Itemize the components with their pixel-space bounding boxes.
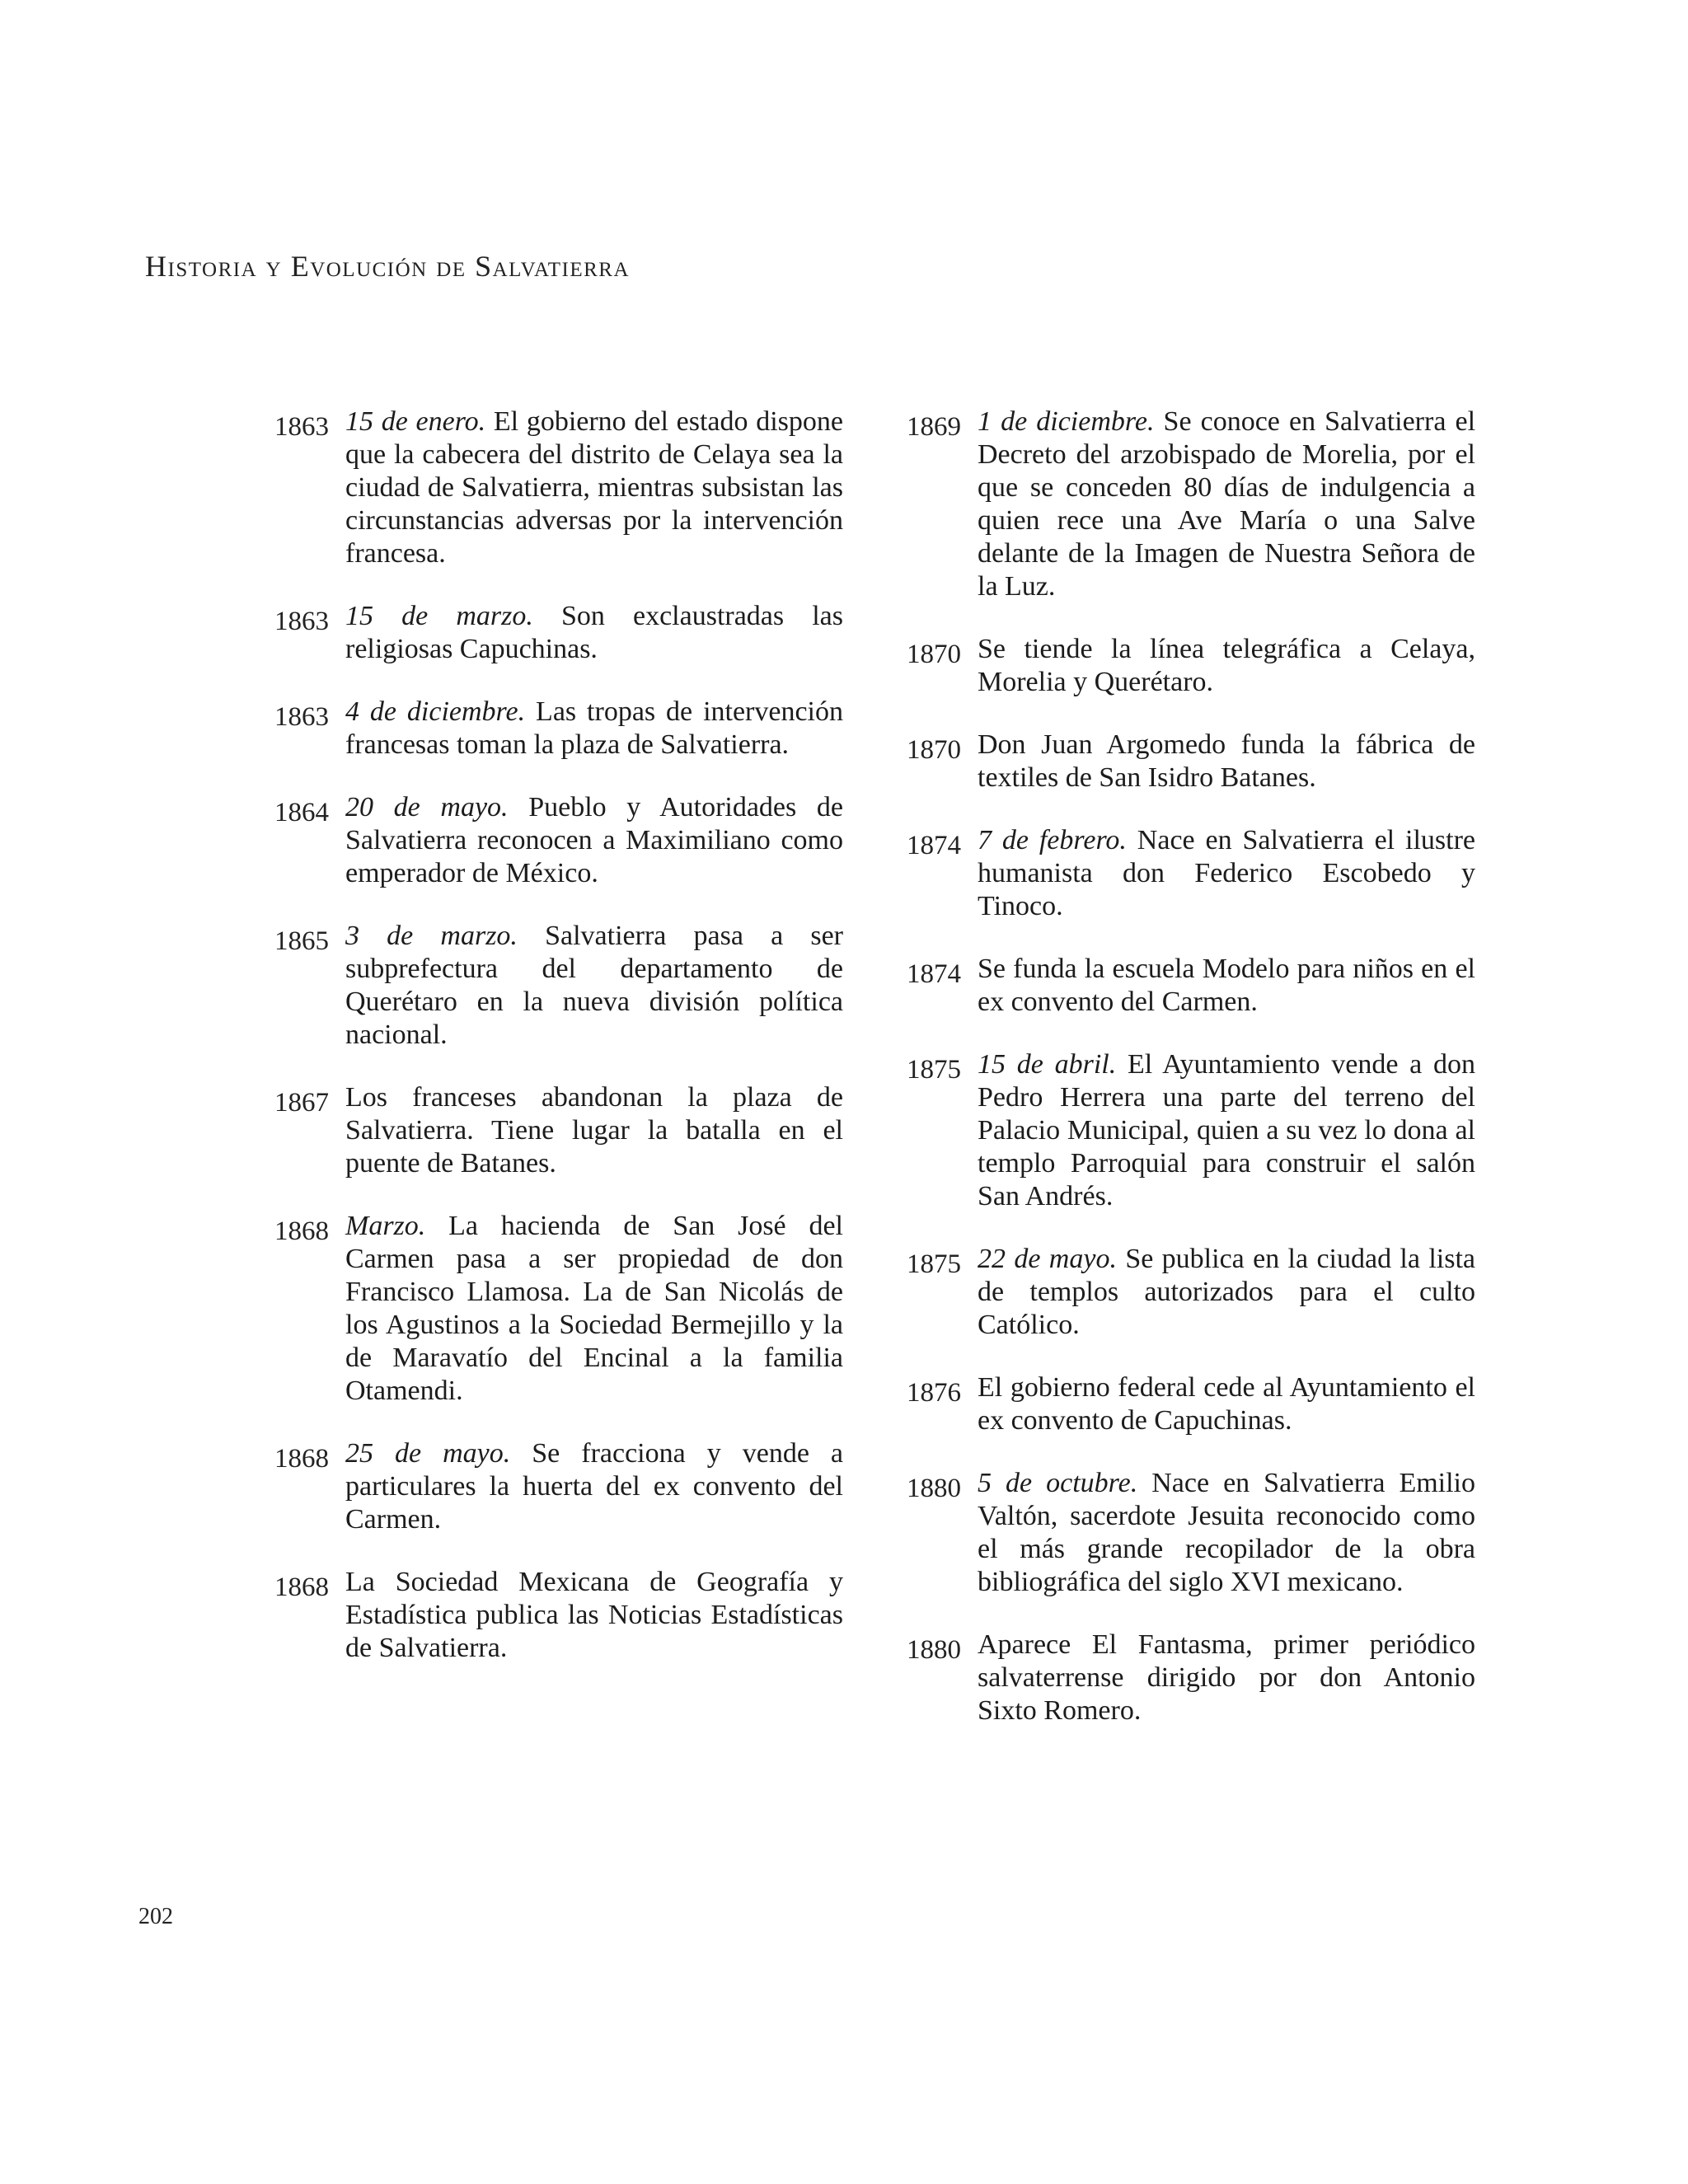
entry-text: [978, 1048, 1475, 1213]
entry-year: 1880: [907, 1474, 961, 1503]
entry-year: 1880: [907, 1635, 961, 1665]
timeline-entry: [274, 696, 843, 762]
entry-text: [345, 696, 843, 762]
entry-date: 20 de mayo.: [345, 792, 509, 823]
entry-text: [978, 953, 1475, 1019]
entry-description: Las tropas de intervención francesas toman la plaza de Salvatierra.: [345, 696, 844, 760]
entry-text: [978, 1243, 1475, 1342]
timeline-entry: [274, 791, 843, 890]
timeline-entry: [907, 1371, 1475, 1437]
timeline-entry: [907, 1243, 1475, 1342]
entry-description: Se publica en la ciudad la lista de templos autorizados para el culto Católico.: [978, 1244, 1475, 1340]
entry-text: [978, 824, 1475, 923]
entry-date: 25 de mayo.: [345, 1438, 511, 1469]
entry-description: Se conoce en Salvatierra el Decreto del arzobispado de Morelia, por el que se conceden 80 días de indulgencia a quien rece una Ave María o una Salve delante de la Imagen de Nuestra Señora de la Luz.: [978, 406, 1476, 602]
entry-description: Se funda la escuela Modelo para niños en el ex convento del Carmen.: [978, 954, 1475, 1017]
timeline-entry: [274, 405, 843, 570]
entry-year: 1874: [907, 831, 961, 860]
timeline-entry: [907, 1467, 1475, 1599]
entry-year: 1868: [274, 1444, 329, 1474]
entry-text: [345, 1081, 843, 1180]
entry-year: 1875: [907, 1249, 961, 1279]
entry-date: 5 de octubre.: [978, 1468, 1138, 1498]
entry-date: 15 de abril.: [978, 1049, 1117, 1080]
entry-year: 1870: [907, 735, 961, 765]
entry-description: Nace en Salvatierra el ilustre humanista don Federico Escobedo y Tinoco.: [978, 825, 1475, 921]
entry-description: El gobierno federal cede al Ayuntamiento el ex convento de Capuchinas.: [978, 1372, 1475, 1436]
entry-description: Son exclaustradas las religiosas Capuchinas.: [345, 601, 844, 664]
timeline-entry: [274, 1437, 843, 1536]
entry-description: Se tiende la línea telegráfica a Celaya, Morelia y Querétaro.: [978, 634, 1475, 697]
entry-date: 15 de enero.: [345, 406, 486, 437]
timeline-entry: [907, 405, 1475, 603]
entry-year: 1874: [907, 959, 961, 989]
entry-description: Se fracciona y vende a particulares la huerta del ex convento del Carmen.: [345, 1438, 844, 1535]
entry-year: 1865: [274, 926, 329, 956]
entry-text: [978, 1629, 1475, 1727]
entry-description: El gobierno del estado dispone que la cabecera del distrito de Celaya sea la ciudad de Salvatierra, mientras subsistan las circunstancias adversas por la intervención francesa.: [345, 406, 843, 569]
timeline-entry: [274, 1081, 843, 1180]
entry-text: [345, 1566, 843, 1665]
timeline-entry: [907, 729, 1475, 794]
entry-text: [978, 729, 1475, 794]
entry-description: Los franceses abandonan la plaza de Salvatierra. Tiene lugar la batalla en el puente de Batanes.: [345, 1082, 843, 1179]
entry-text: [978, 1467, 1475, 1599]
timeline-entry: [274, 600, 843, 666]
timeline-entry: [274, 1566, 843, 1665]
timeline-entry: [274, 920, 843, 1052]
timeline-entry: [907, 824, 1475, 923]
timeline-column-right: [907, 405, 1475, 1757]
entry-description: Pueblo y Autoridades de Salvatierra reconocen a Maximiliano como emperador de México.: [345, 792, 843, 888]
timeline-entry: [907, 1629, 1475, 1727]
entry-text: [345, 920, 843, 1052]
entry-year: 1864: [274, 798, 329, 827]
timeline-column-left: [274, 405, 843, 1694]
entry-date: 15 de marzo.: [345, 601, 533, 631]
entry-date: Marzo.: [345, 1211, 426, 1241]
entry-year: 1875: [907, 1055, 961, 1085]
timeline-entry: [907, 1048, 1475, 1213]
entry-year: 1867: [274, 1088, 329, 1118]
entry-year: 1863: [274, 607, 329, 636]
entry-description: Nace en Salvatierra Emilio Valtón, sacerdote Jesuita reconocido como el más grande recopilador de la obra bibliográfica del siglo XVI mexicano.: [978, 1468, 1475, 1597]
entry-date: 22 de mayo.: [978, 1244, 1117, 1274]
entry-description: Salvatierra pasa a ser subprefectura del departamento de Querétaro en la nueva división política nacional.: [345, 921, 844, 1050]
timeline-entry: [907, 633, 1475, 699]
entry-description: Don Juan Argomedo funda la fábrica de textiles de San Isidro Batanes.: [978, 729, 1475, 793]
entry-year: 1876: [907, 1378, 961, 1408]
entry-year: 1868: [274, 1216, 329, 1246]
entry-year: 1868: [274, 1572, 329, 1602]
entry-date: 3 de marzo.: [345, 921, 518, 951]
entry-description: El Ayuntamiento vende a don Pedro Herrera una parte del terreno del Palacio Municipal, quien a su vez lo dona al templo Parroquial para construir el salón San Andrés.: [978, 1049, 1476, 1212]
running-header: Historia y Evolución de Salvatierra: [145, 250, 631, 283]
entry-text: [978, 1371, 1475, 1437]
entry-text: [345, 405, 843, 570]
entry-text: [978, 405, 1475, 603]
entry-description: La hacienda de San José del Carmen pasa a ser propiedad de don Francisco Llamosa. La de San Nicolás de los Agustinos a la Sociedad Bermejillo y la de Maravatío del Encinal a la familia Otamendi.: [345, 1211, 843, 1406]
entry-year: 1870: [907, 640, 961, 669]
entry-date: 7 de febrero.: [978, 825, 1127, 855]
timeline-entry: [907, 953, 1475, 1019]
entry-text: [345, 791, 843, 890]
entry-date: 4 de diciembre.: [345, 696, 526, 727]
entry-text: [978, 633, 1475, 699]
entry-description: La Sociedad Mexicana de Geografía y Estadística publica las Noticias Estadísticas de Salvatierra.: [345, 1567, 843, 1663]
entry-description: Aparece El Fantasma, primer periódico salvaterrense dirigido por don Antonio Sixto Romero.: [978, 1629, 1475, 1726]
timeline-entry: [274, 1210, 843, 1408]
entry-date: 1 de diciembre.: [978, 406, 1155, 437]
entry-year: 1863: [274, 702, 329, 732]
entry-text: [345, 1210, 843, 1408]
page-number: 202: [138, 1904, 173, 1929]
entry-year: 1863: [274, 412, 329, 442]
entry-text: [345, 600, 843, 666]
entry-year: 1869: [907, 412, 961, 442]
entry-text: [345, 1437, 843, 1536]
